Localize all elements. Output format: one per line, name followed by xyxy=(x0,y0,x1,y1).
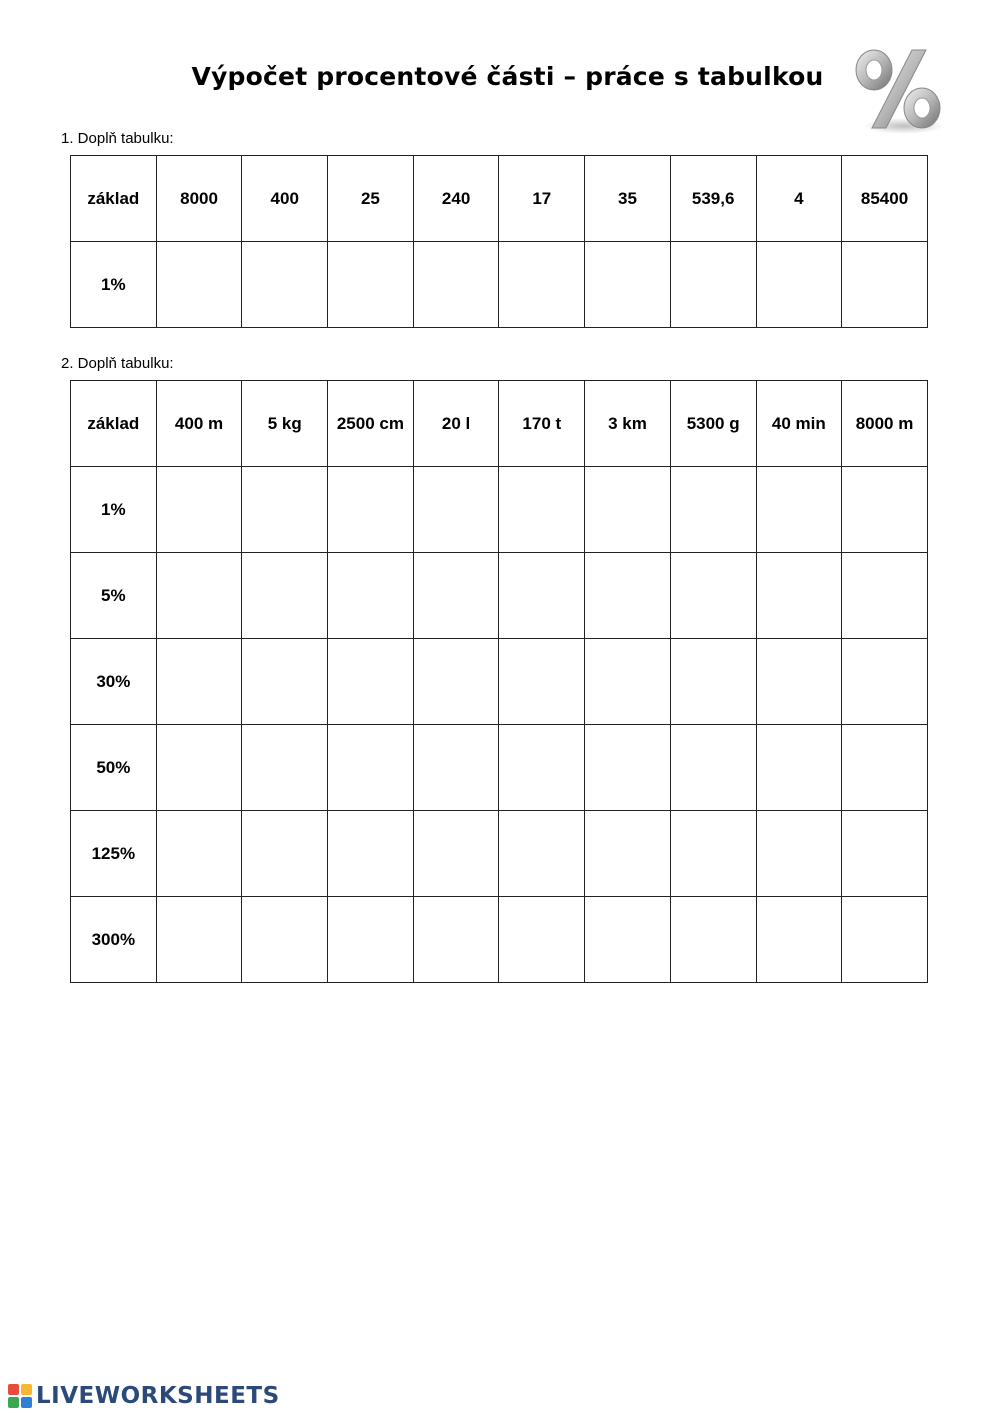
answer-cell[interactable] xyxy=(756,553,842,639)
answer-cell[interactable] xyxy=(413,897,499,983)
task2-table xyxy=(70,380,928,983)
answer-cell[interactable] xyxy=(585,639,671,725)
row-label-cell: 1% xyxy=(71,242,157,328)
answer-cell[interactable] xyxy=(585,725,671,811)
answer-cell[interactable] xyxy=(756,467,842,553)
answer-cell[interactable] xyxy=(328,242,414,328)
base-value-cell: 400 xyxy=(242,156,328,242)
base-value-cell: 8000 m xyxy=(842,381,928,467)
answer-cell[interactable] xyxy=(585,897,671,983)
answer-cell[interactable] xyxy=(842,242,928,328)
base-value-cell: 539,6 xyxy=(670,156,756,242)
answer-cell[interactable] xyxy=(756,639,842,725)
task1-table xyxy=(70,155,928,328)
answer-cell[interactable] xyxy=(156,725,242,811)
answer-cell[interactable] xyxy=(242,897,328,983)
answer-cell[interactable] xyxy=(842,553,928,639)
answer-cell[interactable] xyxy=(842,467,928,553)
table-row xyxy=(71,467,928,553)
answer-cell[interactable] xyxy=(499,553,585,639)
row-label-cell: 5% xyxy=(71,553,157,639)
base-value-cell: 25 xyxy=(328,156,414,242)
base-value-cell: 400 m xyxy=(156,381,242,467)
answer-cell[interactable] xyxy=(156,897,242,983)
base-value-cell: 5300 g xyxy=(670,381,756,467)
base-value-cell: 20 l xyxy=(413,381,499,467)
answer-cell[interactable] xyxy=(499,811,585,897)
answer-cell[interactable] xyxy=(328,639,414,725)
answer-cell[interactable] xyxy=(328,553,414,639)
base-value-cell: 35 xyxy=(585,156,671,242)
answer-cell[interactable] xyxy=(670,242,756,328)
row-label-cell: základ xyxy=(71,381,157,467)
table-row xyxy=(71,156,928,242)
answer-cell[interactable] xyxy=(413,242,499,328)
answer-cell[interactable] xyxy=(499,897,585,983)
answer-cell[interactable] xyxy=(499,639,585,725)
row-label-cell: základ xyxy=(71,156,157,242)
answer-cell[interactable] xyxy=(585,242,671,328)
answer-cell[interactable] xyxy=(670,897,756,983)
table-row xyxy=(71,811,928,897)
answer-cell[interactable] xyxy=(328,811,414,897)
answer-cell[interactable] xyxy=(756,897,842,983)
base-value-cell: 240 xyxy=(413,156,499,242)
row-label-cell: 30% xyxy=(71,639,157,725)
answer-cell[interactable] xyxy=(670,467,756,553)
base-value-cell: 2500 cm xyxy=(328,381,414,467)
answer-cell[interactable] xyxy=(413,725,499,811)
answer-cell[interactable] xyxy=(328,467,414,553)
answer-cell[interactable] xyxy=(670,639,756,725)
table-row xyxy=(71,242,928,328)
answer-cell[interactable] xyxy=(842,725,928,811)
answer-cell[interactable] xyxy=(499,467,585,553)
table-row xyxy=(71,897,928,983)
footer-brand: LIVEWORKSHEETS xyxy=(36,1383,280,1409)
task2-label: 2. Doplň tabulku: xyxy=(61,355,174,372)
answer-cell[interactable] xyxy=(842,639,928,725)
table-row xyxy=(71,725,928,811)
answer-cell[interactable] xyxy=(242,242,328,328)
table-row xyxy=(71,639,928,725)
answer-cell[interactable] xyxy=(842,897,928,983)
answer-cell[interactable] xyxy=(756,811,842,897)
base-value-cell: 40 min xyxy=(756,381,842,467)
answer-cell[interactable] xyxy=(413,639,499,725)
answer-cell[interactable] xyxy=(328,725,414,811)
answer-cell[interactable] xyxy=(670,725,756,811)
base-value-cell: 17 xyxy=(499,156,585,242)
answer-cell[interactable] xyxy=(756,725,842,811)
answer-cell[interactable] xyxy=(499,725,585,811)
answer-cell[interactable] xyxy=(242,811,328,897)
answer-cell[interactable] xyxy=(499,242,585,328)
answer-cell[interactable] xyxy=(156,811,242,897)
answer-cell[interactable] xyxy=(156,639,242,725)
answer-cell[interactable] xyxy=(242,639,328,725)
answer-cell[interactable] xyxy=(328,897,414,983)
task1-label: 1. Doplň tabulku: xyxy=(61,130,174,147)
answer-cell[interactable] xyxy=(242,553,328,639)
percent-icon xyxy=(850,44,946,136)
answer-cell[interactable] xyxy=(413,811,499,897)
answer-cell[interactable] xyxy=(670,553,756,639)
base-value-cell: 3 km xyxy=(585,381,671,467)
answer-cell[interactable] xyxy=(756,242,842,328)
row-label-cell: 50% xyxy=(71,725,157,811)
answer-cell[interactable] xyxy=(413,553,499,639)
row-label-cell: 300% xyxy=(71,897,157,983)
base-value-cell: 85400 xyxy=(842,156,928,242)
row-label-cell: 1% xyxy=(71,467,157,553)
table-row xyxy=(71,381,928,467)
answer-cell[interactable] xyxy=(842,811,928,897)
row-label-cell: 125% xyxy=(71,811,157,897)
answer-cell[interactable] xyxy=(156,242,242,328)
answer-cell[interactable] xyxy=(156,467,242,553)
liveworksheets-logo-icon xyxy=(8,1384,32,1408)
answer-cell[interactable] xyxy=(413,467,499,553)
page-title: Výpočet procentové části – práce s tabulkou xyxy=(191,62,824,91)
answer-cell[interactable] xyxy=(585,467,671,553)
answer-cell[interactable] xyxy=(585,553,671,639)
footer xyxy=(8,1382,280,1410)
base-value-cell: 8000 xyxy=(156,156,242,242)
base-value-cell: 4 xyxy=(756,156,842,242)
base-value-cell: 170 t xyxy=(499,381,585,467)
answer-cell[interactable] xyxy=(670,811,756,897)
answer-cell[interactable] xyxy=(156,553,242,639)
base-value-cell: 5 kg xyxy=(242,381,328,467)
table-row xyxy=(71,553,928,639)
answer-cell[interactable] xyxy=(242,467,328,553)
answer-cell[interactable] xyxy=(242,725,328,811)
answer-cell[interactable] xyxy=(585,811,671,897)
